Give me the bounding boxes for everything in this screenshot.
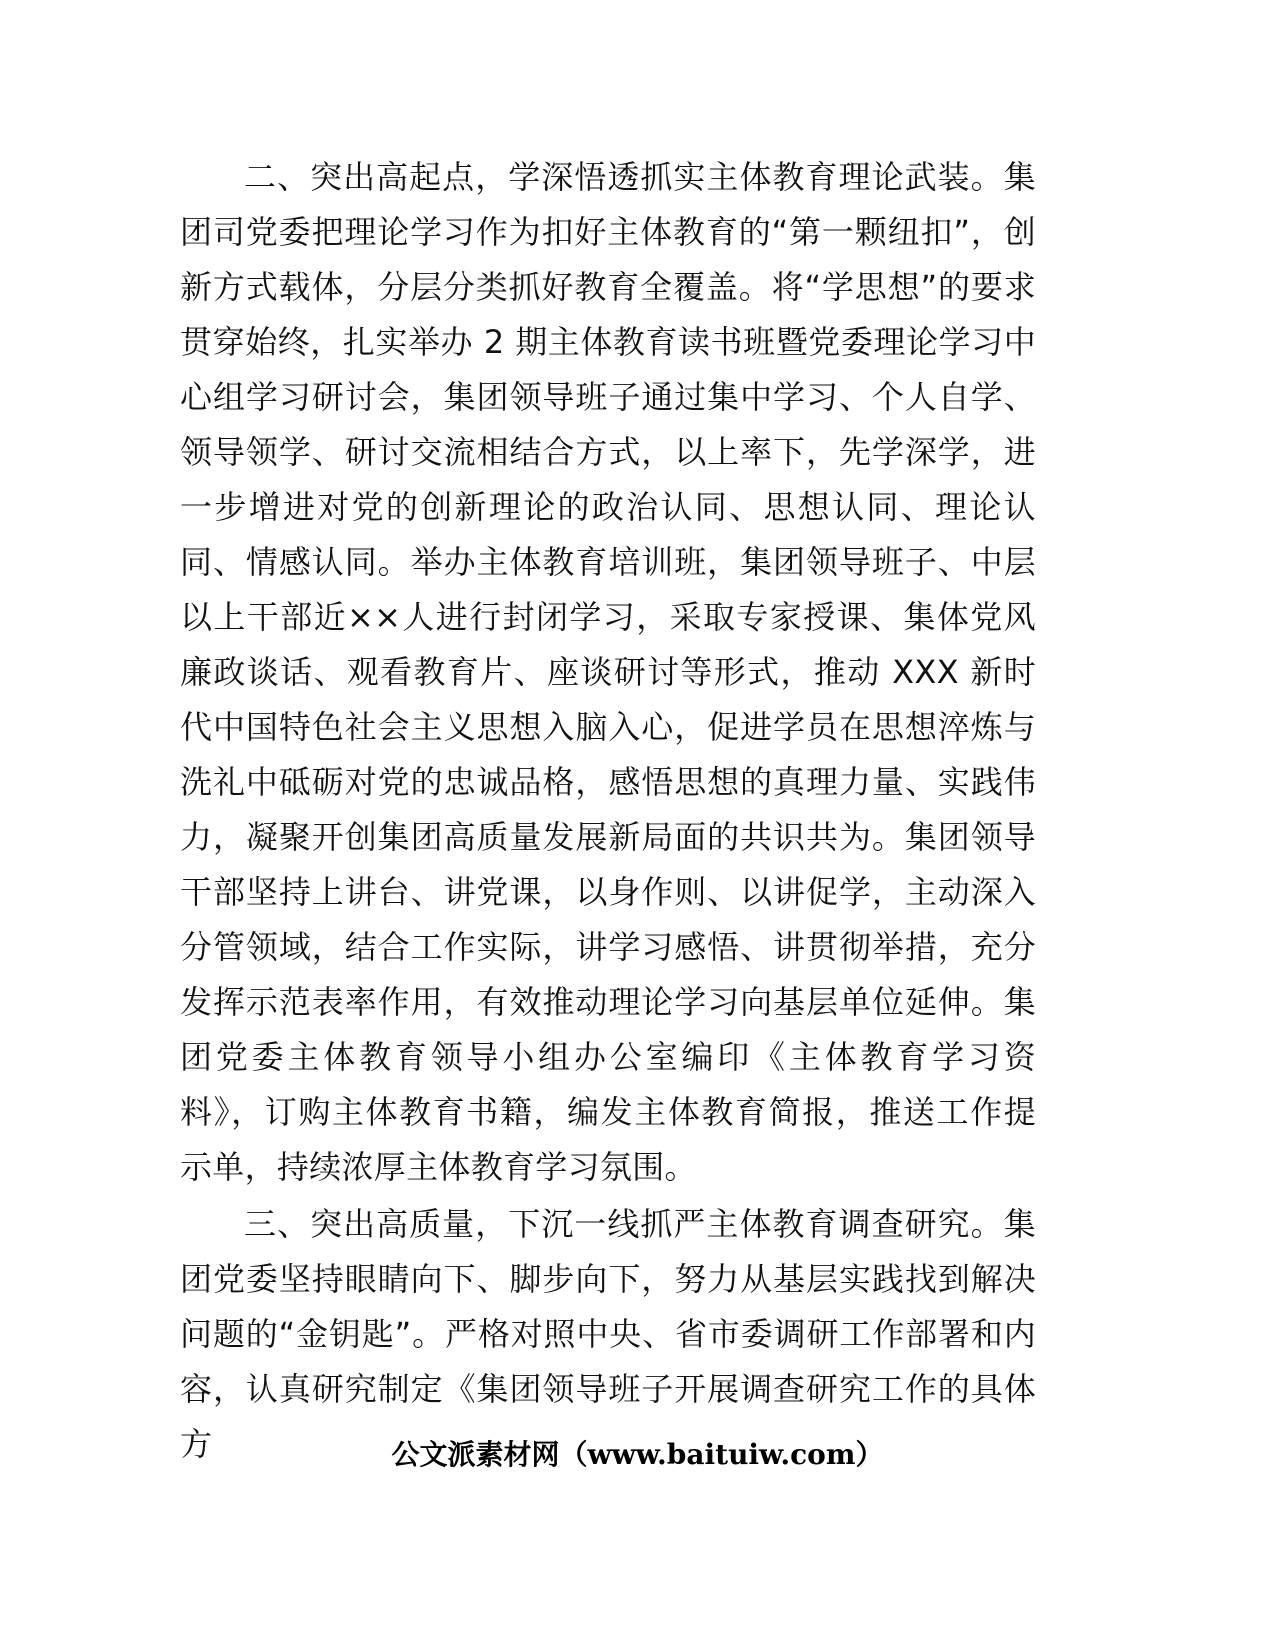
paragraph-section-two: 二、突出高起点，学深悟透抓实主体教育理论武装。集团司党委把理论学习作为扣好主体教育的“第一颗纽扣”，创新方式载体，分层分类抓好教育全覆盖。将“学思想”的要求贯穿始终，扎实举办 2 期主体教育读书班暨党委理论学习中心组学习研讨会，集团领导班子通过集中学习、个人自学、领导领学、研讨交流相结合方式，以上率下，先学深学，进一步增进对党的创新理论的政治认同、思想认同、理论认同、情感认同。举办主体教育培训班，集团领导班子、中层以上干部近××人进行封闭学习，采取专家授课、集体党风廉政谈话、观看教育片、座谈研讨等形式，推动 XXX 新时代中国特色社会主义思想入脑入心，促进学员在思想淬炼与洗礼中砥砺对党的忠诚品格，感悟思想的真理力量、实践伟力，凝聚开创集团高质量发展新局面的共识共为。集团领导干部坚持上讲台、讲党课，以身作则、以讲促学，主动深入分管领域，结合工作实际，讲学习感悟、讲贯彻举措，充分发挥示范表率作用，有效推动理论学习向基层单位延伸。集团党委主体教育领导小组办公室编印《主体教育学习资料》，订购主体教育书籍，编发主体教育简报，推送工作提示单，持续浓厚主体教育学习氛围。	[180, 158, 1036, 1186]
document-body	[180, 150, 1036, 1472]
footer-watermark: 公文派素材网（www.baituiw.com）	[391, 1438, 884, 1471]
paragraph-section-three: 三、突出高质量，下沉一线抓严主体教育调查研究。集团党委坚持眼睛向下、脚步向下，努力从基层实践找到解决问题的“金钥匙”。严格对照中央、省市委调研工作部署和内容，认真研究制定《集团领导班子开展调查研究工作的具体方	[180, 1205, 1036, 1463]
